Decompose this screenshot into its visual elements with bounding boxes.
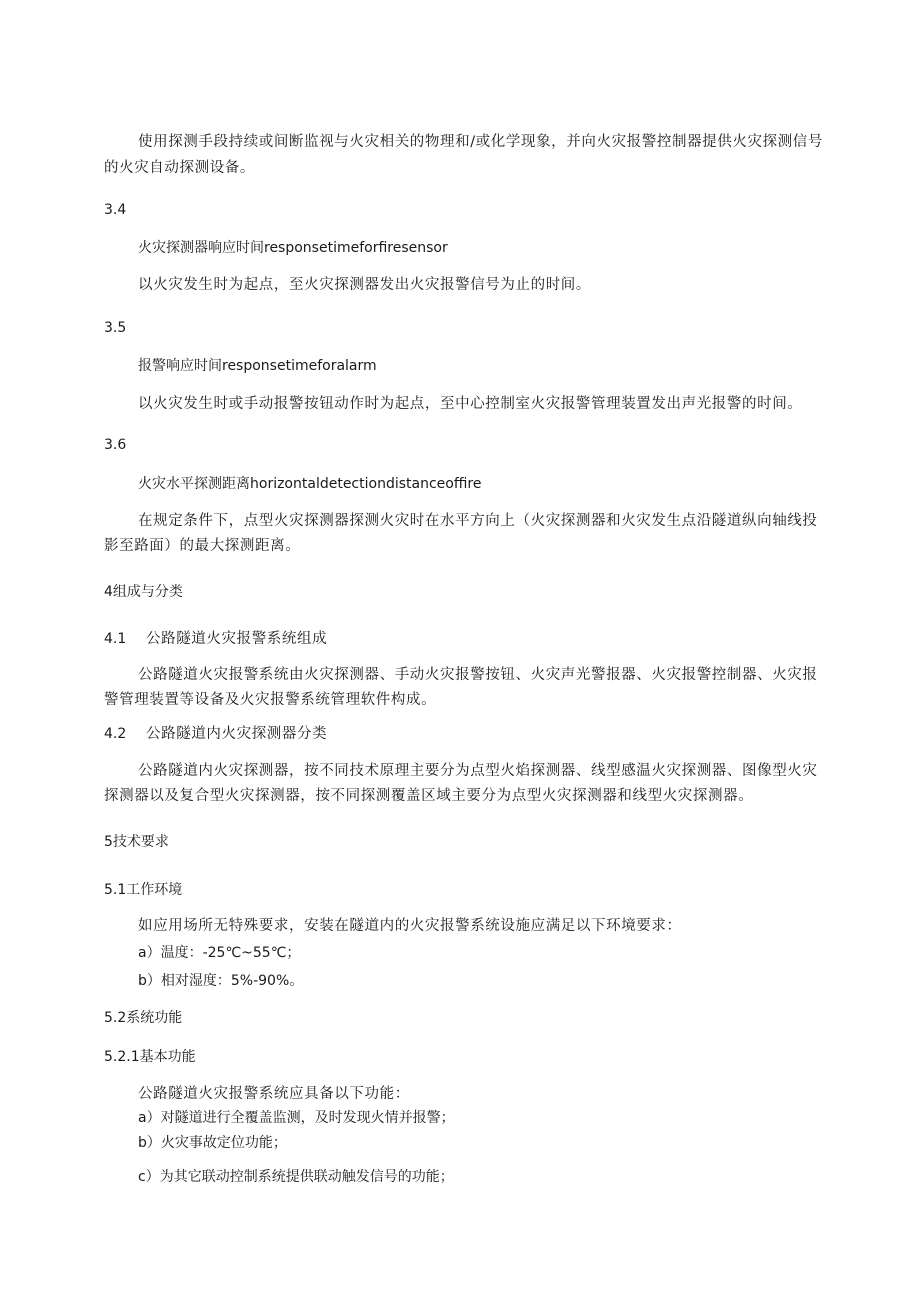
definition-text: 以火灾发生时或手动报警按钮动作时为起点，至中心控制室火灾报警管理装置发出声光报警的时间。 [138,396,803,412]
clause-heading: 5.2系统功能 [104,1010,183,1026]
definition-text: 影至路面）的最大探测距离。 [104,538,301,554]
term-heading: 报警响应时间responsetimeforalarm [138,358,377,374]
clause-number: 3.6 [104,437,127,453]
clause-number: 3.5 [104,320,127,336]
list-item: a）对隧道进行全覆盖监测，及时发现火情并报警； [138,1110,455,1126]
clause-heading: 5.1工作环境 [104,882,183,898]
definition-text: 使用探测手段持续或间断监视与火灾相关的物理和/或化学现象，并向火灾报警控制器提供火灾探测信号 [138,134,823,150]
section-heading: 4组成与分类 [104,584,183,600]
list-item: b）火灾事故定位功能； [138,1135,287,1151]
list-item: b）相对湿度：5%-90%。 [138,973,304,989]
list-item: a）温度：-25℃~55℃； [138,945,301,961]
clause-number: 3.4 [104,202,127,218]
body-text: 公路隧道内火灾探测器，按不同技术原理主要分为点型火焰探测器、线型感温火灾探测器、图像型火灾 [138,763,818,779]
definition-text: 在规定条件下，点型火灾探测器探测火灾时在水平方向上（火灾探测器和火灾发生点沿隧道纵向轴线投 [138,513,818,529]
clause-number: 4.2 [104,726,127,742]
clause-title: 公路隧道内火灾探测器分类 [146,726,328,742]
body-text: 警管理装置等设备及火灾报警系统管理软件构成。 [104,692,437,708]
clause-number: 4.1 [104,631,127,647]
term-heading: 火灾探测器响应时间responsetimeforfiresensor [138,240,448,256]
clause-title: 公路隧道火灾报警系统组成 [146,631,328,647]
body-text: 探测器以及复合型火灾探测器，按不同探测覆盖区域主要分为点型火灾探测器和线型火灾探测器。 [104,788,754,804]
term-heading: 火灾水平探测距离horizontaldetectiondistanceoffire [138,476,482,492]
body-text: 如应用场所无特殊要求，安装在隧道内的火灾报警系统设施应满足以下环境要求： [138,918,682,934]
body-text: 公路隧道火灾报警系统应具备以下功能： [138,1086,410,1102]
clause-heading: 5.2.1基本功能 [104,1049,196,1065]
list-item: c）为其它联动控制系统提供联动触发信号的功能； [138,1169,454,1185]
section-heading: 5技术要求 [104,834,169,850]
definition-text: 以火灾发生时为起点，至火灾探测器发出火灾报警信号为止的时间。 [138,277,591,293]
body-text: 公路隧道火灾报警系统由火灾探测器、手动火灾报警按钮、火灾声光警报器、火灾报警控制器、火灾报 [138,667,818,683]
definition-text: 的火灾自动探测设备。 [104,160,255,176]
